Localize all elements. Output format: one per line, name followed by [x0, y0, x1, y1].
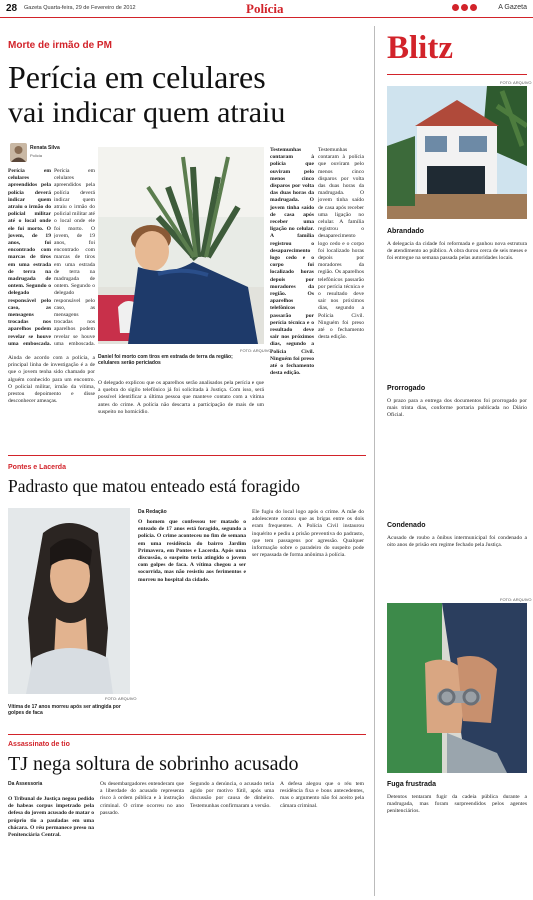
blitz-photo2-credit: FOTO: ARQUIVO	[500, 597, 532, 602]
divider	[8, 734, 366, 735]
story3-col2: Os desembargadores entenderam que a liberdade do acusado representa risco à ordem pública e à instrução criminal. O crime ocorreu no ano passado.	[100, 781, 184, 816]
story1-col4: Testemunhas contaram à polícia que ouviram pelo menos cinco disparos por volta das duas horas da madrugada. O jovem tinha saído de casa após receber uma ligação no celular. A família registrou o desaparecimento logo cedo e o corpo foi localizado horas depois por moradores da região. Os aparelhos telefônicos passarão por perícia técnica e o resultado deve sair nos próximos dias, segundo a Polícia Civil. Ninguém foi preso até o fechamento desta edição.	[318, 147, 364, 341]
story1-photo-caption: Daniel foi morto com tiros em estrada de terra da região; celulares serão periciados	[98, 354, 233, 366]
story3-col4: A defesa alegou que o réu tem residência fixa e bons antecedentes, mas o argumento não foi aceito pela câmara criminal.	[280, 781, 364, 809]
blitz-item2-title: Prorrogado	[387, 385, 426, 392]
story3-col3: Segundo a denúncia, o acusado teria agido por motivo fútil, após uma discussão por causa de dinheiro. Testemunhas confirmaram a versão.	[190, 781, 274, 809]
column-divider	[374, 26, 375, 896]
story2-photo-credit: FOTO: ARQUIVO	[105, 696, 137, 701]
story3-col1: O Tribunal de Justiça negou pedido de habeas corpus impetrado pela defesa do jovem acusado de matar o próprio tio a pauladas em uma chácara. O réu permanece preso na Penitenciária Central.	[8, 796, 94, 839]
blitz-title: Blitz	[387, 30, 453, 66]
blitz-item3-title: Condenado	[387, 522, 426, 529]
blitz-photo1-credit: FOTO: ARQUIVO	[500, 80, 532, 85]
page-number: 28	[6, 3, 18, 14]
story1-col1-cont: Perícia em celulares apreendidos pela polícia deverá indicar quem atraiu o irmão do policial militar até o local onde ele foi morto. O jovem, de 19 anos, foi encontrado com marcas de tiros em uma estrada de terra na madrugada de ontem. Segundo o delegado responsável pelo caso, as mensagens trocadas nos aparelhos podem revelar se houve uma emboscada.	[54, 168, 95, 346]
story2-col2: Ele fugiu do local logo após o crime. A mãe do adolescente contou que as brigas entre os dois eram frequentes. A Polícia Civil instaurou inquérito e pediu a prisão preventiva do padrasto, que tem passagens por agressão. Qualquer informação sobre o paradeiro do suspeito pode ser repassada de forma anônima à polícia.	[252, 509, 364, 559]
blitz-item3-text: Acusado de roubo a ônibus intermunicipal foi condenado a oito anos de prisão em regime fechado pela Justiça.	[387, 535, 527, 549]
divider	[8, 455, 366, 456]
blitz-photo1	[387, 86, 527, 219]
story2-kicker: Pontes e Lacerda	[8, 464, 66, 471]
story2-byline: Da Redação	[138, 509, 167, 515]
story3-byline: Da Assessoria	[8, 781, 43, 787]
byline-role: Polícia	[30, 153, 43, 158]
section-title: Polícia	[246, 1, 284, 16]
blitz-item4-title: Fuga frustrada	[387, 781, 437, 788]
story1-lower: O delegado explicou que os aparelhos serão analisados pela perícia e que a quebra do sigilo telefônico já foi solicitada à Justiça. Com isso, será possível identificar a última pessoa que manteve contato com a vítima antes do crime. A polícia não descarta a participação de mais de um suspeito no homicídio.	[98, 380, 264, 415]
story2-photo-caption: Vítima de 17 anos morreu após ser atingida por golpes de faca	[8, 704, 121, 716]
story1-col3: Testemunhas contaram à polícia que ouviram pelo menos cinco disparos por volta das duas horas da madrugada. O jovem tinha saído de casa após receber uma ligação no celular. A família registrou o desaparecimento logo cedo e o corpo foi localizado horas depois por moradores da região. Os aparelhos telefônicos passarão por perícia técnica e o resultado deve sair nos próximos dias, segundo a Polícia Civil. Ninguém foi preso até o fechamento desta edição.	[270, 147, 314, 377]
dateline: Gazeta Quarta-feira, 29 de Fevereiro de 2012	[24, 5, 136, 11]
story3-kicker: Assassinato de tio	[8, 741, 70, 748]
brand-name: A Gazeta	[498, 4, 527, 11]
story2-photo	[8, 508, 130, 694]
blitz-item2-text: O prazo para a entrega dos documentos foi prorrogado por mais trinta dias, conforme portaria publicada no Diário Oficial.	[387, 398, 527, 419]
brand-dots-icon	[452, 4, 477, 11]
story2-col1: O homem que confessou ter matado o enteado de 17 anos está foragido, segundo a polícia. O crime aconteceu no fim de semana em uma residência do bairro Jardim Primavera, em Pontes e Lacerda. Após uma discussão, o suspeito teria atingido o jovem com golpes de faca. A vítima chegou a ser socorrida, mas não resistiu aos ferimentos e morreu no hospital da cidade.	[138, 519, 246, 583]
story1-headline-line1: Perícia em celulares	[8, 59, 266, 95]
story3-headline: TJ nega soltura de sobrinho acusado	[8, 753, 299, 775]
story1-headline-line2: vai indicar quem atraiu	[8, 96, 286, 129]
story1-photo	[98, 147, 264, 344]
page-header	[0, 0, 533, 18]
author-avatar	[10, 143, 27, 162]
story1-col1b: Ainda de acordo com a polícia, a principal linha de investigação é a de que o jovem tenha sido chamado por alguém conhecido para um encontro. O policial militar, irmão da vítima, prestou depoimento e disse desconhecer ameaças.	[8, 355, 95, 405]
blitz-item1-title: Abrandado	[387, 228, 424, 235]
blitz-photo2	[387, 603, 527, 773]
byline-name: Renata Silva	[30, 145, 60, 151]
story1-photo-credit: FOTO: ARQUIVO	[240, 348, 272, 353]
story1-kicker: Morte de irmão de PM	[8, 40, 112, 51]
story2-headline: Padrasto que matou enteado está foragido	[8, 476, 301, 496]
blitz-item1-text: A delegacia da cidade foi reformada e ganhou nova estrutura de atendimento ao público. A obra durou cerca de seis meses e foi entregue na semana passada pelas autoridades locais.	[387, 241, 527, 262]
blitz-item4-text: Detentos tentaram fugir da cadeia pública durante a madrugada, mas foram surpreendidos pelos agentes penitenciários.	[387, 794, 527, 815]
story1-col1: Perícia em celulares apreendidos pela polícia deverá indicar quem atraiu o irmão do policial militar até o local onde ele foi morto. O jovem, de 19 anos, foi encontrado com marcas de tiros em uma estrada de terra na madrugada de ontem. Segundo o delegado responsável pelo caso, as mensagens trocadas nos aparelhos podem revelar se houve uma emboscada.	[8, 168, 51, 346]
blitz-divider	[387, 74, 527, 75]
